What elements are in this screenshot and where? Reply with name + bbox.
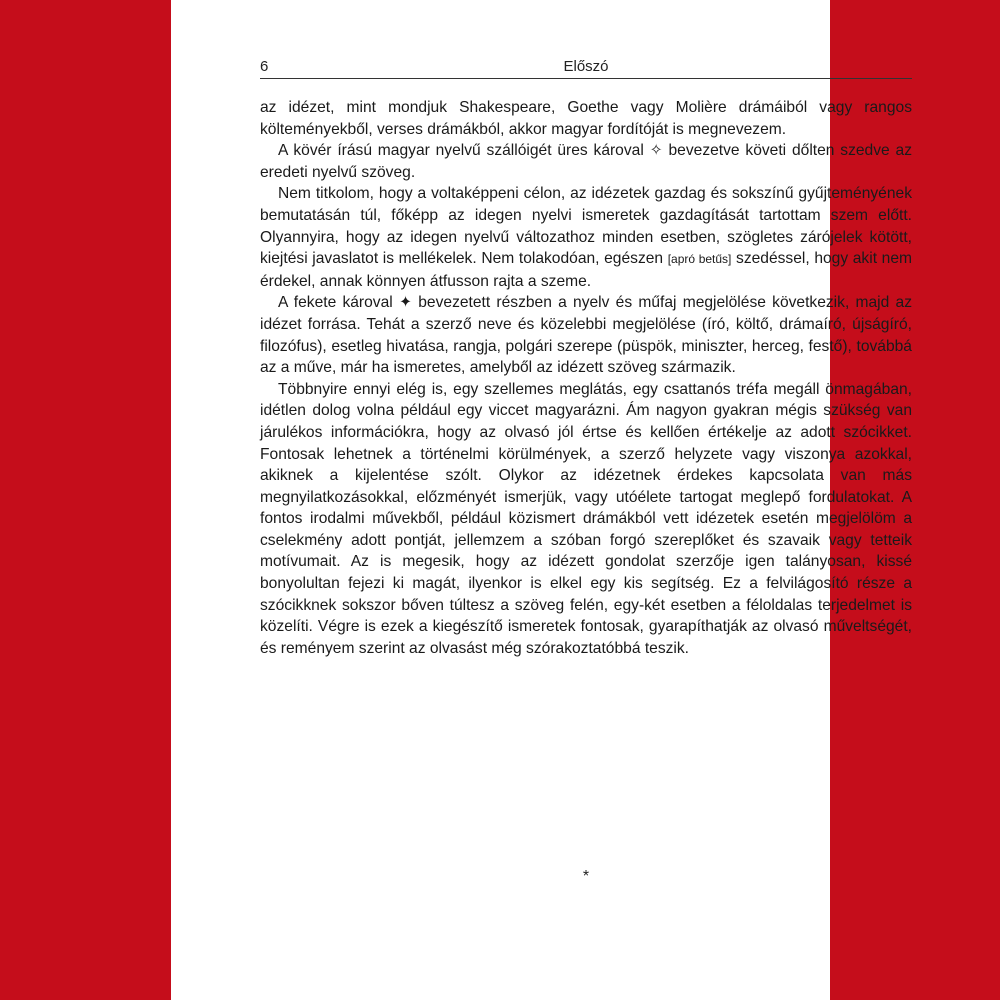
small-print-sample: [apró betűs] [667,252,732,267]
book-page [171,0,912,1000]
section-separator: * [582,868,590,885]
paragraph: az idézet, mint mondjuk Shakespeare, Goethe vagy Molière drámáiból vagy rangos költeményekből, verses drámákból, akkor magyar fordítóját is megnevezem. [260,99,912,138]
paragraph-text: Nem titkolom, hogy a voltaképpeni célon, az idézetek gazdag és sokszínű gyűjteményének bemutatásán túl, főképp az idegen nyelvi ismeretek gazdagítását tartottam szem előtt. Olyannyira, hogy az idegen nyelvű változathoz minden esetben, szögletes zárójelek kötött, kiejtési javaslatot is mellékelek. Nem tolakodóan, egészen [260,185,912,268]
chapter-title: Előszó [563,58,609,75]
running-header [260,56,912,79]
paragraph-text: szedéssel, hogy akit nem érdekel, annak könnyen átfusson rajta a szeme. [260,250,912,290]
paragraph: A fekete károval ✦ bevezetett részben a nyelv és műfaj megjelölése következik, majd az idézet forrása. Tehát a szerző neve és közelebbi megjelölése (író, költő, drámaíró, újságíró, filozófus), esetleg hivatása, rangja, polgári szerepe (püspök, miniszter, herceg, festő), továbbá az a műve, már ha ismeretes, amelyből az idézett szöveg származik. [260,294,912,377]
paragraph: A kövér írású magyar nyelvű szállóigét üres károval ✧ bevezetve követi dőlten szedve az eredeti nyelvű szöveg. [260,142,912,181]
paragraph [260,183,912,292]
page-body [260,97,912,659]
paragraph: Többnyire ennyi elég is, egy szellemes meglátás, egy csattanós tréfa megáll önmagában, idétlen dolog volna például egy viccet magyarázni. Ám nagyon gyakran mégis szükség van járulékos információkra, hogy az olvasó jól értse és kellően értékelje az adott szócikket. Fontosak lehetnek a történelmi körülmények, a szerző helyzete vagy viszonya azokkal, akiknek a kijelentése szólt. Olykor az idézetnek érdekes kapcsolata van más megnyilatkozásokkal, előzményét ismerjük, vagy utóélete tartogat meglepő fordulatokat. A fontos irodalmi művekből, például közismert drámákból vett idézetek esetén megjelölöm a cselekmény adott pontját, jellemzem a szóban forgó szereplőket és szavaik vagy tetteik motívumait. Az is megesik, hogy az idézett gondolat szerzője igen talányosan, kissé bonyolultan fejezi ki magát, ilyenkor is elkel egy kis segítség. Ez a felvilágosító része a szócikknek sokszor bőven túltesz a szöveg felén, egy-két esetben a féloldalas terjedelmet is közelíti. Végre is ezek a kiegészítő ismeretek fontosak, gyarapíthatják az olvasó műveltségét, és reményem szerint az olvasást még szórakoztatóbbá teszik. [260,380,912,657]
page-number: 6 [260,58,269,75]
